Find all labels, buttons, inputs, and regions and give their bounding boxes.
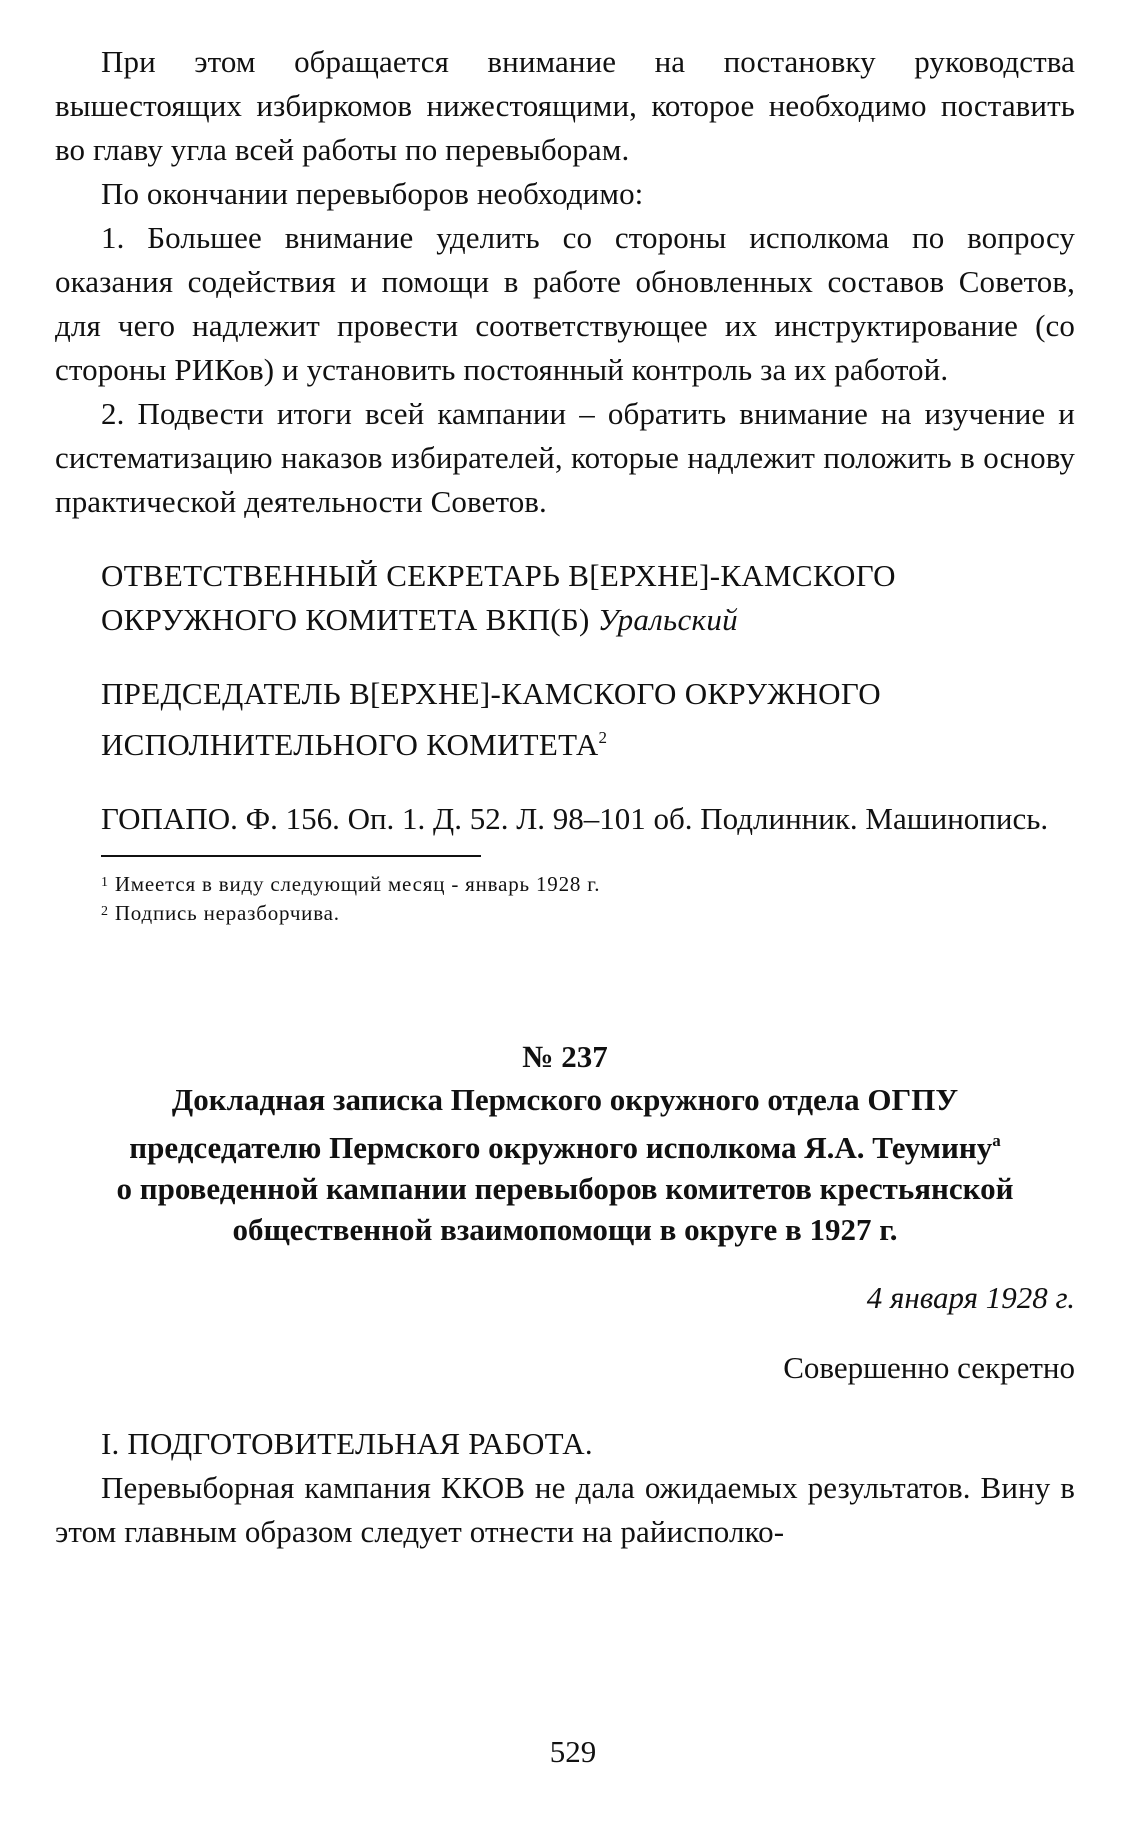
footnote-1 xyxy=(101,869,1075,898)
chairman-footnote-ref: 2 xyxy=(598,728,608,747)
document-title xyxy=(55,1079,1075,1250)
footnote-1-mark: 1 xyxy=(101,875,109,890)
signature-secretary xyxy=(101,554,1075,642)
signature-chairman xyxy=(101,672,1075,767)
document-title-line-1: Докладная записка Пермского окружного отдела ОГПУ xyxy=(171,1082,959,1117)
paragraph-after-elections: По окончании перевыборов необходимо: xyxy=(101,176,644,211)
footnote-1-text: Имеется в виду следующий месяц - январь 1928 г. xyxy=(114,872,601,896)
chairman-title: ПРЕДСЕДАТЕЛЬ В[ЕРХНЕ]-КАМСКОГО ОКРУЖНОГО ИСПОЛНИТЕЛЬНОГО КОМИТЕТА xyxy=(101,676,881,762)
title-footnote-ref: а xyxy=(992,1131,1001,1150)
page-number: 529 xyxy=(549,1734,597,1769)
document-title-line-2-text: председателю Пермского окружного исполкома Я.А. Теумину xyxy=(129,1130,993,1165)
document-date: 4 января 1928 г. xyxy=(866,1280,1075,1315)
classification-label: Совершенно секретно xyxy=(783,1350,1075,1385)
secretary-title: ОТВЕТСТВЕННЫЙ СЕКРЕТАРЬ В[ЕРХНЕ]-КАМСКОГО ОКРУЖНОГО КОМИТЕТА ВКП(Б) xyxy=(101,558,896,637)
document-number: № 237 xyxy=(522,1039,608,1074)
archive-reference: ГОПАПО. Ф. 156. Оп. 1. Д. 52. Л. 98–101 об. Подлинник. Машинопись. xyxy=(101,801,1049,836)
footnote-2-text: Подпись неразборчива. xyxy=(114,901,340,925)
paragraph-item-1: 1. Большее внимание уделить со стороны исполкома по вопросу оказания содействия и помощи в работе обновленных составов Советов, для чего надлежит провести соответствующее их инструктирование (со стороны РИКов) и установить постоянный контроль за их работой. xyxy=(55,220,1075,387)
document-title-line-2 xyxy=(55,1120,1075,1168)
paragraph-item-2: 2. Подвести итоги всей кампании – обратить внимание на изучение и систематизацию наказов избирателей, которые надлежит положить в основу практической деятельности Советов. xyxy=(55,396,1075,519)
page-content xyxy=(55,40,1075,1554)
section-paragraph: Перевыборная кампания ККОВ не дала ожидаемых результатов. Вину в этом главным образом следует отнести на райисполко- xyxy=(55,1470,1075,1549)
document-title-line-4: общественной взаимопомощи в округе в 1927 г. xyxy=(232,1212,898,1247)
document-title-line-3: о проведенной кампании перевыборов комитетов крестьянской xyxy=(116,1171,1014,1206)
secretary-name: Уральский xyxy=(597,602,738,637)
paragraph-leadership: При этом обращается внимание на постановку руководства вышестоящих избиркомов нижестоящими, которое необходимо поставить во главу угла всей работы по перевыборам. xyxy=(55,44,1075,167)
footnote-2 xyxy=(101,898,1075,927)
footnote-2-mark: 2 xyxy=(101,904,109,919)
section-heading: I. ПОДГОТОВИТЕЛЬНАЯ РАБОТА. xyxy=(101,1426,593,1461)
